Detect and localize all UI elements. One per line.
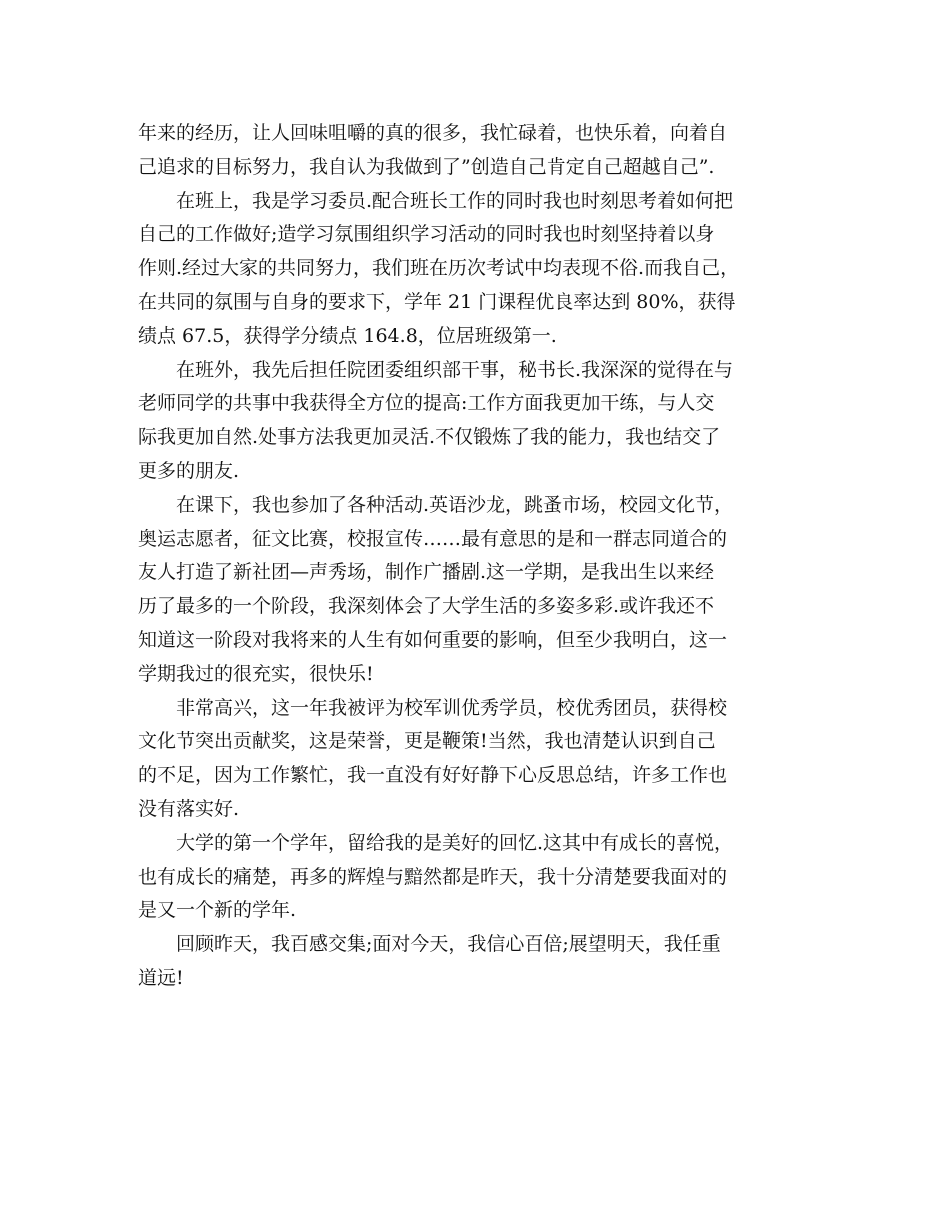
document-page — [138, 117, 818, 996]
text-line: 在共同的氛围与自身的要求下，学年 21 门课程优良率达到 80%，获得 — [138, 290, 736, 313]
text-line: 际我更加自然.处事方法我更加灵活.不仅锻炼了我的能力，我也结交了 — [138, 426, 721, 449]
paragraph-3 — [138, 354, 818, 489]
text-line: 的不足，因为工作繁忙，我一直没有好好静下心反思总结，许多工作也 — [138, 764, 728, 787]
text-line: 年来的经历，让人回味咀嚼的真的很多，我忙碌着，也快乐着，向着自 — [138, 122, 728, 144]
text-line: 绩点 67.5，获得学分绩点 164.8，位居班级第一. — [138, 324, 557, 347]
text-line: 文化节突出贡献奖，这是荣誉，更是鞭策!当然，我也清楚认识到自己 — [138, 730, 716, 753]
text-line: 没有落实好. — [138, 797, 240, 820]
text-line: 作则.经过大家的共同努力，我们班在历次考试中均表现不俗.而我自己， — [138, 257, 740, 280]
text-line: 非常高兴，这一年我被评为校军训优秀学员，校优秀团员，获得校 — [176, 696, 728, 719]
paragraph-4 — [138, 489, 818, 692]
text-line: 自己的工作做好;造学习氛围组织学习活动的同时我也时刻坚持着以身 — [138, 223, 715, 246]
text-line: 知道这一阶段对我将来的人生有如何重要的影响，但至少我明白，这一 — [138, 628, 728, 651]
paragraph-7 — [138, 928, 818, 996]
paragraph-5 — [138, 692, 818, 827]
text-line: 回顾昨天，我百感交集;面对今天，我信心百倍;展望明天，我任重 — [176, 933, 721, 956]
paragraph-1 — [138, 117, 818, 185]
text-line: 也有成长的痛楚，再多的辉煌与黯然都是昨天，我十分清楚要我面对的 — [138, 865, 728, 888]
text-line: 在班外，我先后担任院团委组织部干事，秘书长.我深深的觉得在与 — [176, 358, 734, 381]
text-line: 更多的朋友. — [138, 459, 240, 482]
text-line: 友人打造了新社团—声秀场，制作广播剧.这一学期，是我出生以来经 — [138, 561, 715, 584]
text-line: 是又一个新的学年. — [138, 899, 297, 922]
paragraph-6 — [138, 827, 818, 928]
text-line: 在课下，我也参加了各种活动.英语沙龙，跳蚤市场，校园文化节， — [176, 493, 734, 516]
text-line: 在班上，我是学习委员.配合班长工作的同时我也时刻思考着如何把 — [176, 189, 734, 212]
text-line: 老师同学的共事中我获得全方位的提高:工作方面我更加干练，与人交 — [138, 392, 715, 415]
text-line: 学期我过的很充实，很快乐! — [138, 662, 374, 685]
text-line: 道远! — [138, 966, 184, 989]
text-line: 大学的第一个学年，留给我的是美好的回忆.这其中有成长的喜悦， — [176, 831, 734, 854]
paragraph-2 — [138, 185, 818, 354]
text-line: 奥运志愿者，征文比赛，校报宣传……最有意思的是和一群志同道合的 — [138, 527, 728, 550]
text-line: 历了最多的一个阶段，我深刻体会了大学生活的多姿多彩.或许我还不 — [138, 595, 715, 618]
text-line: 己追求的目标努力，我自认为我做到了”创造自己肯定自己超越自己”. — [138, 155, 715, 178]
